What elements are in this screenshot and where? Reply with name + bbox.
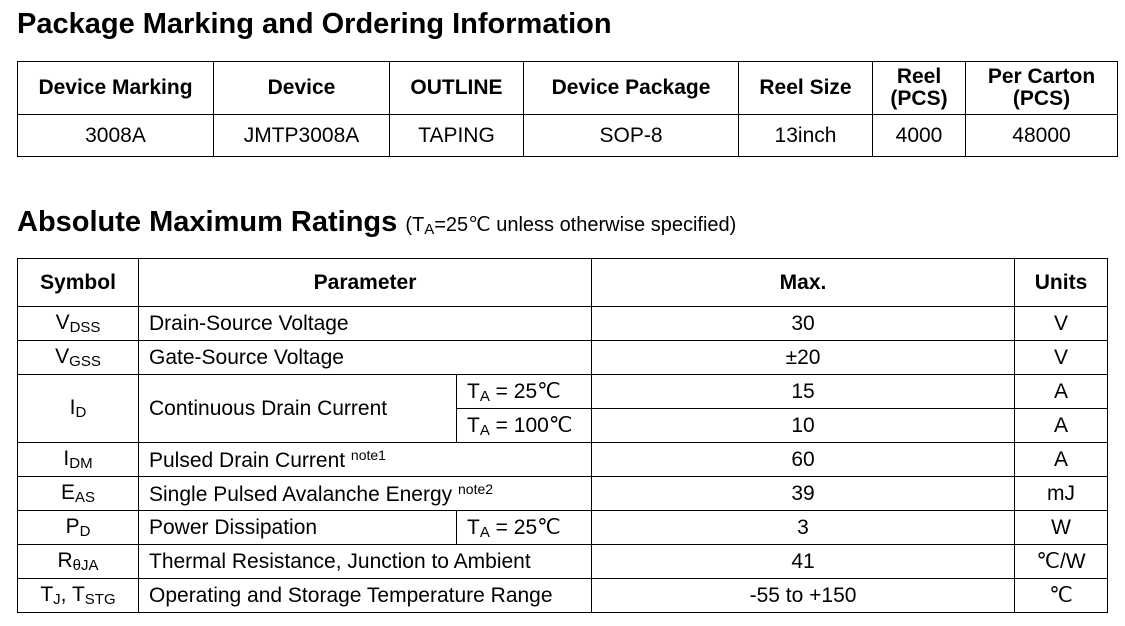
cell-device-marking: 3008A <box>18 115 214 157</box>
max-vdss: 30 <box>592 307 1015 341</box>
header-units: Units <box>1015 259 1108 307</box>
header-outline: OUTLINE <box>390 62 524 115</box>
rating-row-vgss <box>18 341 1108 375</box>
header-reel-pcs-line2: (PCS) <box>890 87 948 110</box>
symbol-main: I <box>63 447 70 470</box>
cell-device: JMTP3008A <box>214 115 390 157</box>
unit-vdss: V <box>1015 307 1108 341</box>
param-eas <box>139 477 592 511</box>
symbol-eas <box>18 477 139 511</box>
unit-rthja: ℃/W <box>1015 545 1108 579</box>
symbol-main: T <box>40 583 54 606</box>
param-id: Continuous Drain Current <box>139 375 457 443</box>
symbol-sub: D <box>75 404 87 421</box>
unit-idm: A <box>1015 443 1108 477</box>
unit-pd: W <box>1015 511 1108 545</box>
ratings-condition-rest: =25℃ unless otherwise specified) <box>434 214 737 236</box>
ordering-header-row <box>18 62 1118 115</box>
param-idm <box>139 443 592 477</box>
param-text: Pulsed Drain Current <box>149 448 351 472</box>
header-parameter: Parameter <box>139 259 592 307</box>
param-vdss: Drain-Source Voltage <box>139 307 592 341</box>
header-reel-size: Reel Size <box>739 62 873 115</box>
rating-row-pd <box>18 511 1108 545</box>
symbol-main: E <box>60 481 75 504</box>
symbol-pd <box>18 511 139 545</box>
param-text: Single Pulsed Avalanche Energy <box>149 482 458 506</box>
max-idm: 60 <box>592 443 1015 477</box>
max-rthja: 41 <box>592 545 1015 579</box>
cell-outline: TAPING <box>390 115 524 157</box>
ratings-title-text: Absolute Maximum Ratings <box>17 206 398 238</box>
note-ref: note1 <box>350 446 386 463</box>
symbol-sub-2: STG <box>84 591 116 608</box>
unit-vgss: V <box>1015 341 1108 375</box>
cell-device-package: SOP-8 <box>524 115 739 157</box>
symbol-sub: GSS <box>69 353 101 370</box>
ratings-condition-sub: A <box>424 221 435 238</box>
param-rthja: Thermal Resistance, Junction to Ambient <box>139 545 592 579</box>
symbol-sub: AS <box>75 489 96 506</box>
header-reel-pcs <box>873 62 966 115</box>
header-per-carton-line1: Per Carton <box>987 65 1096 88</box>
cond-main: T <box>467 379 480 403</box>
symbol-sub: DM <box>69 455 93 472</box>
header-symbol: Symbol <box>18 259 139 307</box>
symbol-main: R <box>57 549 73 572</box>
ratings-table <box>17 258 1108 613</box>
note-ref: note2 <box>458 480 494 497</box>
ratings-condition <box>405 214 736 236</box>
symbol-vgss <box>18 341 139 375</box>
header-max: Max. <box>592 259 1015 307</box>
param-tj-tstg: Operating and Storage Temperature Range <box>139 579 592 613</box>
param-pd: Power Dissipation <box>139 511 457 545</box>
unit-eas: mJ <box>1015 477 1108 511</box>
ratings-header-row <box>18 259 1108 307</box>
cond-main: T <box>467 515 480 539</box>
cond-rest: = 25℃ <box>489 515 561 539</box>
cond-sub: A <box>479 523 490 541</box>
symbol-main: I <box>69 396 76 419</box>
symbol-main: V <box>55 311 70 334</box>
cond-rest: = 25℃ <box>489 379 561 403</box>
max-id-25: 15 <box>592 375 1015 409</box>
symbol-sub: D <box>79 523 91 540</box>
max-tj-tstg: -55 to +150 <box>592 579 1015 613</box>
rating-row-id-25 <box>18 375 1108 409</box>
symbol-vdss <box>18 307 139 341</box>
cond-sub: A <box>479 387 490 405</box>
rating-row-tj-tstg <box>18 579 1108 613</box>
symbol-main-2: , T <box>60 583 85 606</box>
cond-id-25 <box>457 375 592 409</box>
ratings-title <box>17 206 736 239</box>
max-id-100: 10 <box>592 409 1015 443</box>
cell-reel-size: 13inch <box>739 115 873 157</box>
ordering-title: Package Marking and Ordering Information <box>17 8 612 40</box>
symbol-main: P <box>65 515 80 538</box>
symbol-idm <box>18 443 139 477</box>
max-pd: 3 <box>592 511 1015 545</box>
param-vgss: Gate-Source Voltage <box>139 341 592 375</box>
ratings-condition-open: (T <box>405 214 425 236</box>
ordering-table <box>17 61 1118 157</box>
rating-row-idm <box>18 443 1108 477</box>
rating-row-rthja <box>18 545 1108 579</box>
symbol-main: V <box>55 345 70 368</box>
symbol-rthja <box>18 545 139 579</box>
header-per-carton <box>966 62 1118 115</box>
unit-tj-tstg: ℃ <box>1015 579 1108 613</box>
max-vgss: ±20 <box>592 341 1015 375</box>
symbol-sub: θJA <box>72 557 99 574</box>
rating-row-eas <box>18 477 1108 511</box>
cond-main: T <box>467 413 480 437</box>
cond-pd <box>457 511 592 545</box>
unit-id-100: A <box>1015 409 1108 443</box>
symbol-sub: DSS <box>69 319 101 336</box>
symbol-sub: J <box>53 591 61 608</box>
header-device-package: Device Package <box>524 62 739 115</box>
cond-sub: A <box>479 421 490 439</box>
cell-reel-pcs: 4000 <box>873 115 966 157</box>
unit-id-25: A <box>1015 375 1108 409</box>
symbol-tj-tstg <box>18 579 139 613</box>
cell-per-carton: 48000 <box>966 115 1118 157</box>
header-device-marking: Device Marking <box>18 62 214 115</box>
rating-row-vdss <box>18 307 1108 341</box>
header-reel-pcs-line1: Reel <box>896 65 942 88</box>
ordering-data-row <box>18 115 1118 157</box>
symbol-id <box>18 375 139 443</box>
max-eas: 39 <box>592 477 1015 511</box>
header-device: Device <box>214 62 390 115</box>
cond-id-100 <box>457 409 592 443</box>
header-per-carton-line2: (PCS) <box>1012 87 1071 110</box>
cond-rest: = 100℃ <box>489 413 573 437</box>
